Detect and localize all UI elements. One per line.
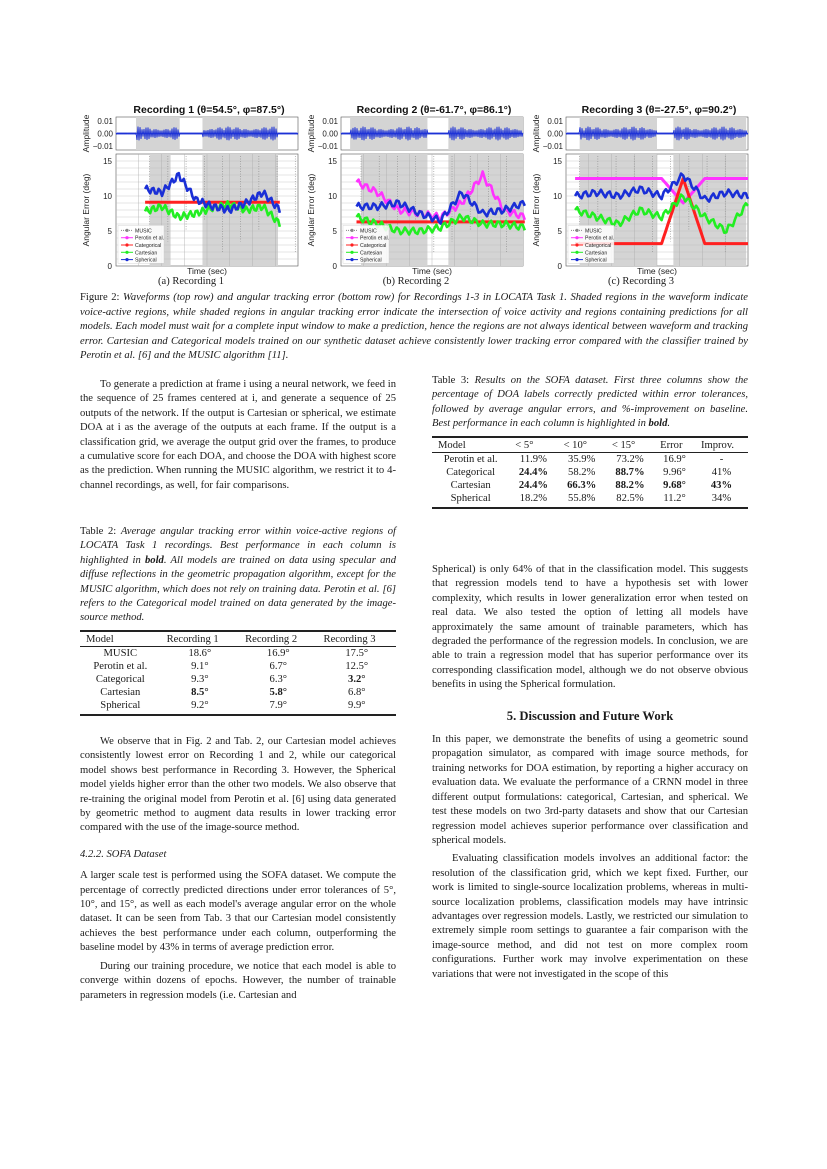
table-cell: 9.1°: [191, 660, 209, 672]
table-3-block: [432, 374, 748, 509]
table-2-caption-text: Average angular tracking error within voice-active regions of LOCATA Task 1 recordings. Best performance in each column is highlighted in bold. All models are trained on data using specular and diffuse reflections in the geometric propagation algorithm, except for the MUSIC algorithm, which does not rely on training data. Perotin et al. [6] refers to the Categorical model trained on data generated by the image-source method.: [80, 526, 396, 624]
svg-text:Categorical: Categorical: [360, 243, 387, 249]
left-column: [80, 378, 396, 493]
svg-text:0.00: 0.00: [97, 129, 113, 139]
svg-text:0.00: 0.00: [322, 129, 338, 139]
column-header: Recording 1: [161, 631, 239, 647]
svg-text:5: 5: [107, 227, 112, 236]
svg-text:Perotin et al.: Perotin et al.: [135, 235, 165, 242]
svg-text:0.00: 0.00: [547, 129, 563, 139]
svg-text:Amplitude: Amplitude: [531, 114, 541, 153]
svg-text:15: 15: [553, 157, 562, 166]
table-cell: 41%: [711, 466, 732, 478]
chart-legend: [118, 225, 164, 263]
chart-title: Recording 1 (θ=54.5°, φ=87.5°): [133, 104, 285, 116]
table-cell: -: [719, 453, 724, 465]
table-cell: 11.2°: [654, 492, 695, 508]
table-cell: 5.8°: [269, 686, 288, 698]
table-cell: 6.8°: [348, 686, 366, 698]
paragraph-conclusion: In this paper, we demonstrate the benefits of using a geometric sound propagation simulator, as compared with image source methods, for training networks for DOA estimation, by reporting a higher accuracy on evaluation data. We evaluate the performance of a CRNN model in three different output formulations: categorical, Cartesian, and spherical. We test these models on two 3rd-party datasets and show that our Cartesian regression model achieves superior performance over classification and spherical models.: [432, 734, 748, 846]
table-cell: 17.5°: [345, 647, 369, 659]
paragraph-prediction-method: To generate a prediction at frame i using a neural network, we feed in the sequence of 25 frames centered at i, and generate a sequence of 25 outputs of the network. If the output is Cartesian or spherical, we estimate DOA at i as the average of the outputs at each frame. If the output is a classification grid, we average the output grid over the frames, to produce a cumulative score for each DOA, and choose the DOA with highest score as the prediction. When running the MUSIC algorithm, we restrict it to 4-channel recordings, as well, for fair comparisons.: [80, 379, 396, 491]
table-cell: 12.5°: [345, 660, 369, 672]
figure-panel-recording-2: [305, 104, 527, 289]
svg-text:Cartesian: Cartesian: [360, 250, 383, 257]
subcaption-c: (c) Recording 3: [608, 276, 674, 287]
row-label: Perotin et al.: [93, 660, 148, 672]
svg-text:5: 5: [557, 227, 562, 236]
figure-caption-label: Figure 2:: [80, 292, 120, 303]
table-cell: 8.5°: [191, 686, 209, 698]
table-cell: 66.3%: [567, 479, 597, 491]
column-header: < 15°: [606, 437, 654, 453]
svg-text:15: 15: [328, 157, 337, 166]
svg-text:10: 10: [553, 192, 562, 201]
row-label: Spherical: [432, 492, 509, 508]
table-cell: 9.2°: [161, 699, 239, 715]
svg-text:0: 0: [107, 262, 112, 271]
svg-text:Time (sec): Time (sec): [412, 266, 452, 276]
table-cell: 35.9%: [568, 453, 596, 465]
section-title: 5. Discussion and Future Work: [506, 708, 674, 723]
svg-text:Cartesian: Cartesian: [135, 250, 158, 257]
table-cell: 24.4%: [518, 466, 548, 478]
svg-text:Angular Error (deg): Angular Error (deg): [531, 173, 541, 247]
chart-recording-1: [80, 104, 302, 276]
svg-text:MUSIC: MUSIC: [360, 228, 377, 235]
paragraph-training: During our training procedure, we notice that each model is able to converge within dozens of epochs. However, the number of trainable parameters in regression models (i.e. Cartesian and: [80, 960, 396, 1001]
svg-text:Perotin et al.: Perotin et al.: [585, 235, 615, 242]
chart-recording-3: [530, 104, 752, 276]
table-cell: 9.68°: [663, 479, 686, 491]
table-cell: 6.7°: [269, 660, 288, 672]
row-label: Categorical: [95, 673, 145, 685]
row-label: Cartesian: [100, 686, 141, 698]
row-label: Spherical: [80, 699, 161, 715]
svg-text:Cartesian: Cartesian: [585, 250, 608, 257]
paragraph-future-work: Evaluating classification models involves an additional factor: the resolution of the classification grid, which we kept fixed. Further, our work is limited to single-source localization problems, whereas in multi-source localization problems, classification models may have intrinsic advantages over regression models. Lastly, we restricted our simulation to extremely simple room settings to guarantee a fair comparison with the image-source method, and did not test on more complex room configurations. Further work may involve experimentation on these variations that were not investigated in the scope of this: [432, 853, 748, 980]
svg-text:Spherical: Spherical: [585, 257, 607, 264]
svg-text:0.01: 0.01: [547, 117, 563, 126]
svg-text:Time (sec): Time (sec): [187, 266, 227, 276]
table-2: [80, 630, 396, 716]
table-2-block: [80, 525, 396, 716]
paragraph-sofa: A larger scale test is performed using the SOFA dataset. We compute the percentage of correctly predicted directions under error tolerances of 5°, 10°, and 15°, as well as each model's average angular error on the whole dataset. It can be seen from Tab. 3 that our Cartesian model consistently achieves the best performance under each column, outperforming the baseline model by 43% in terms of average prediction error.: [80, 870, 396, 954]
svg-text:−0.01: −0.01: [92, 142, 113, 151]
table-row: [80, 699, 396, 715]
svg-text:Categorical: Categorical: [585, 243, 612, 249]
subcaption-a: (a) Recording 1: [158, 276, 224, 287]
svg-text:Angular Error (deg): Angular Error (deg): [81, 173, 91, 247]
column-header: Recording 3: [318, 631, 396, 647]
table-row: [432, 492, 748, 508]
figure-caption-text: Waveforms (top row) and angular tracking error (bottom row) for Recordings 1-3 in LOCATA Task 1. Shaded regions in the waveform indicate voice-active regions, while shaded regions in angular tracking error indicate the intersection of voice activity and regions containing predictions for all models. Each model must wait for a complete input window to make a prediction, hence the regions are not always identical between waveform and tracking error. Cartesian and Categorical models trained on our synthetic dataset achieve consistently lower tracking error compared with the classifier trained by Perotin et al. [6] and the MUSIC algorithm [11].: [80, 292, 748, 361]
subsection-title: 4.2.2. SOFA Dataset: [80, 848, 167, 860]
table-cell: 55.8%: [558, 492, 606, 508]
table-row: [432, 466, 748, 479]
table-3-caption: [432, 374, 748, 432]
column-header: Error: [654, 437, 695, 453]
svg-text:0.01: 0.01: [97, 117, 113, 126]
row-label: Categorical: [446, 466, 496, 478]
table-row: [80, 673, 396, 686]
table-row: [80, 660, 396, 673]
table-cell: 9.3°: [191, 673, 209, 685]
left-column-lower: [80, 735, 396, 1003]
row-label: Perotin et al.: [443, 453, 498, 465]
column-header: < 5°: [509, 437, 557, 453]
table-cell: 88.2%: [615, 479, 645, 491]
subcaption-b: (b) Recording 2: [382, 276, 450, 287]
table-3-caption-label: Table 3:: [432, 375, 470, 386]
table-row: [80, 686, 396, 699]
column-header: Model: [432, 437, 509, 453]
column-header: < 10°: [558, 437, 606, 453]
table-2-caption-label: Table 2:: [80, 526, 117, 537]
paragraph-regression: Spherical) is only 64% of that in the classification model. This suggests that regression models tend to have a hypothesis set with lower complexity, which results in lower generalization error when tested on real data. We also tested the option of letting all models have approximately the same amount of trainable parameters, which has degraded the performance of the regression models. In conclusion, we are able to train a regression model that has superior performance over its corresponding classification model, although we do not observe obvious benefits in using the Spherical formulation.: [432, 564, 748, 691]
svg-text:0.01: 0.01: [322, 117, 338, 126]
table-cell: 34%: [695, 492, 748, 508]
column-header: Recording 2: [239, 631, 317, 647]
table-cell: 43%: [710, 479, 733, 491]
chart-title: Recording 3 (θ=-27.5°, φ=90.2°): [581, 104, 737, 116]
table-3: [432, 436, 748, 509]
svg-text:Amplitude: Amplitude: [306, 114, 316, 153]
table-cell: 82.5%: [606, 492, 654, 508]
column-header: Improv.: [695, 437, 748, 453]
column-header: Model: [80, 631, 161, 647]
svg-text:Categorical: Categorical: [135, 243, 162, 249]
table-cell: 88.7%: [615, 466, 645, 478]
svg-text:Time (sec): Time (sec): [637, 266, 677, 276]
svg-text:Angular Error (deg): Angular Error (deg): [306, 173, 316, 247]
svg-text:0: 0: [332, 262, 337, 271]
figure-panel-recording-1: [80, 104, 302, 289]
figure-panel-recording-3: [530, 104, 752, 289]
table-cell: 18.6°: [188, 647, 212, 659]
svg-text:Perotin et al.: Perotin et al.: [360, 235, 390, 242]
table-cell: 18.2%: [509, 492, 557, 508]
table-row: [80, 646, 396, 660]
paragraph-observation: We observe that in Fig. 2 and Tab. 2, our Cartesian model achieves consistently lowest error on Recording 1 and 2, while our categorical model shows best performance in Recording 3. However, the Spherical model yields higher error than the other two models. We also observe that re-training the original model from Perotin et al. [6] using data generated by geometric method to augment data results in lower tracking error compared with the use of the image-source method.: [80, 736, 396, 834]
svg-text:10: 10: [328, 192, 337, 201]
table-cell: 6.3°: [269, 673, 288, 685]
right-column: [432, 563, 748, 982]
row-label: MUSIC: [103, 647, 138, 659]
svg-text:10: 10: [103, 192, 112, 201]
svg-text:−0.01: −0.01: [317, 142, 338, 151]
svg-text:5: 5: [332, 227, 337, 236]
svg-text:Spherical: Spherical: [135, 257, 157, 264]
table-cell: 16.9°: [663, 453, 686, 465]
table-row: [432, 452, 748, 466]
table-cell: 9.96°: [663, 466, 686, 478]
row-label: Cartesian: [450, 479, 491, 491]
table-row: [432, 479, 748, 492]
table-cell: 16.9°: [266, 647, 290, 659]
svg-text:MUSIC: MUSIC: [135, 228, 152, 235]
svg-text:0: 0: [557, 262, 562, 271]
figure-caption: [80, 291, 748, 364]
svg-text:15: 15: [103, 157, 112, 166]
chart-recording-2: [305, 104, 527, 276]
table-cell: 11.9%: [519, 453, 547, 465]
svg-text:Amplitude: Amplitude: [81, 114, 91, 153]
table-cell: 9.9°: [318, 699, 396, 715]
chart-legend: [343, 225, 389, 263]
chart-legend: [568, 225, 614, 263]
table-cell: 7.9°: [239, 699, 317, 715]
table-3-caption-text: Results on the SOFA dataset. First three columns show the percentage of DOA labels correctly predicted within error tolerances, followed by average angular errors, and %-improvement on baseline. Best performance in each column is highlighted in bold.: [432, 375, 748, 430]
svg-text:−0.01: −0.01: [542, 142, 563, 151]
table-cell: 73.2%: [616, 453, 644, 465]
table-cell: 3.2°: [348, 673, 366, 685]
svg-text:Spherical: Spherical: [360, 257, 382, 264]
table-cell: 58.2%: [568, 466, 596, 478]
chart-title: Recording 2 (θ=-61.7°, φ=86.1°): [356, 104, 512, 116]
table-cell: 24.4%: [518, 479, 548, 491]
svg-text:MUSIC: MUSIC: [585, 228, 602, 235]
table-2-caption: [80, 525, 396, 626]
